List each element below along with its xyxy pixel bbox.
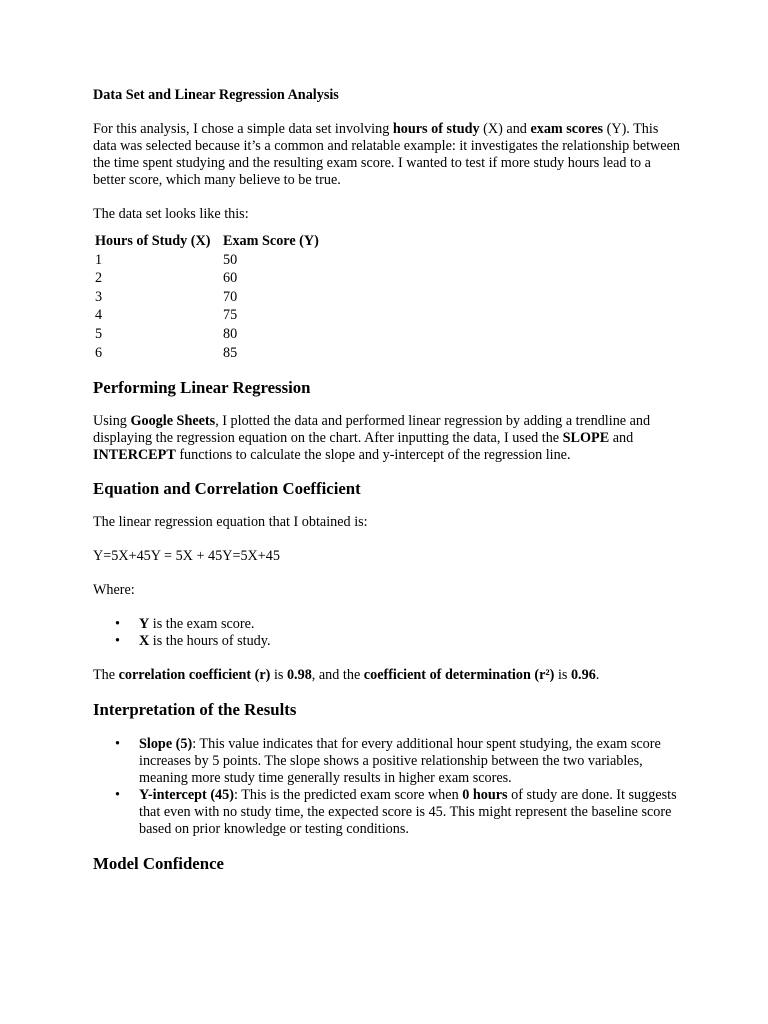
table-cell-hours: 1 [95, 251, 103, 268]
regression-bold-sheets: Google Sheets [130, 413, 216, 430]
intercept-bold-hours: 0 hours [462, 787, 508, 804]
dataset-intro: The data set looks like this: [93, 206, 249, 222]
equation-lead: The linear regression equation that I obtained is: [93, 514, 368, 531]
table-cell-hours: 6 [95, 344, 103, 361]
corr-bold-r: correlation coefficient (r) [118, 667, 271, 684]
corr-bold-r2-value: 0.96 [570, 667, 596, 684]
bullet-icon: • [115, 633, 120, 650]
variable-x-label: X [139, 633, 150, 650]
interpretation-heading: Interpretation of the Results [93, 700, 297, 720]
table-cell-hours: 4 [95, 307, 103, 324]
intercept-text-1: : This is the predicted exam score when [233, 787, 463, 804]
regression-text-2: , I plotted the data and performed linear regression by adding a trendline and displaying the regression equation on the chart. After inputting the data, I used the [93, 413, 651, 447]
regression-bold-intercept: INTERCEPT [93, 447, 176, 464]
bullet-icon: • [115, 616, 120, 633]
table-cell-hours: 2 [95, 270, 103, 287]
list-item [93, 633, 683, 650]
intro-text-1: For this analysis, I chose a simple data set involving [93, 121, 393, 137]
table-cell-score: 85 [223, 344, 238, 361]
intro-text-2: (X) and [479, 121, 531, 137]
table-header-row [95, 233, 325, 252]
intro-text-3: (Y). This data was selected because it’s a common and relatable example: it investigates the relationship between the time spent studying and the resulting exam score. I wanted to test if more study hours lead to a better score, which many believe to be true. [93, 121, 680, 188]
document-body [93, 87, 683, 874]
corr-text-2: is [270, 667, 287, 684]
regression-text-3: and [609, 430, 634, 447]
table-header-hours: Hours of Study (X) [95, 233, 211, 249]
regression-paragraph [93, 413, 683, 464]
intro-bold-hours: hours of study [392, 121, 480, 137]
table-cell-score: 75 [223, 307, 238, 324]
variable-x-text: is the hours of study. [149, 633, 271, 650]
table-row [95, 307, 325, 326]
corr-text-3: , and the [311, 667, 364, 684]
regression-heading: Performing Linear Regression [93, 378, 311, 398]
table-row [95, 270, 325, 289]
list-item [93, 616, 683, 633]
table-cell-score: 50 [223, 251, 238, 268]
equation-heading: Equation and Correlation Coefficient [93, 479, 361, 499]
variable-list [93, 616, 683, 650]
regression-text-4: functions to calculate the slope and y-intercept of the regression line. [175, 447, 571, 464]
slope-text: : This value indicates that for every additional hour spent studying, the exam score increases by 5 points. The slope shows a positive relationship between the two variables, meaning more study time generally results in higher exam scores. [139, 736, 661, 787]
data-table [95, 233, 325, 363]
list-item [93, 787, 683, 838]
corr-bold-r2: coefficient of determination (r²) [363, 667, 555, 684]
corr-bold-r-value: 0.98 [286, 667, 312, 684]
table-row [95, 289, 325, 308]
table-cell-score: 60 [223, 270, 238, 287]
regression-bold-slope: SLOPE [562, 430, 610, 447]
variable-y-label: Y [139, 616, 150, 633]
variable-y-text: is the exam score. [149, 616, 255, 633]
corr-text-1: The [93, 667, 119, 684]
table-header-score: Exam Score (Y) [223, 233, 319, 249]
intercept-text-2: of study are done. It suggests that even with no study time, the expected score is 45. This might represent the baseline score based on prior knowledge or testing conditions. [139, 787, 677, 838]
correlation-paragraph [93, 667, 683, 684]
list-item [93, 736, 683, 787]
bullet-icon: • [115, 787, 120, 804]
intercept-label: Y-intercept (45) [139, 787, 234, 804]
slope-label: Slope (5) [139, 736, 193, 753]
corr-text-5: . [595, 667, 600, 684]
interpretation-list [93, 736, 683, 838]
regression-text-1: Using [93, 413, 131, 430]
equation-where: Where: [93, 582, 135, 599]
table-row [95, 326, 325, 345]
table-row [95, 252, 325, 271]
table-cell-score: 80 [223, 325, 238, 342]
confidence-heading: Model Confidence [93, 854, 224, 874]
intro-paragraph [93, 121, 683, 189]
table-row [95, 345, 325, 364]
equation-formula: Y=5X+45Y = 5X + 45Y=5X+45 [93, 548, 280, 565]
intro-bold-scores: exam scores [530, 121, 604, 137]
corr-text-4: is [554, 667, 571, 684]
bullet-icon: • [115, 736, 120, 753]
document-title: Data Set and Linear Regression Analysis [93, 87, 339, 103]
table-cell-hours: 5 [95, 325, 103, 342]
table-cell-hours: 3 [95, 288, 103, 305]
table-cell-score: 70 [223, 288, 238, 305]
